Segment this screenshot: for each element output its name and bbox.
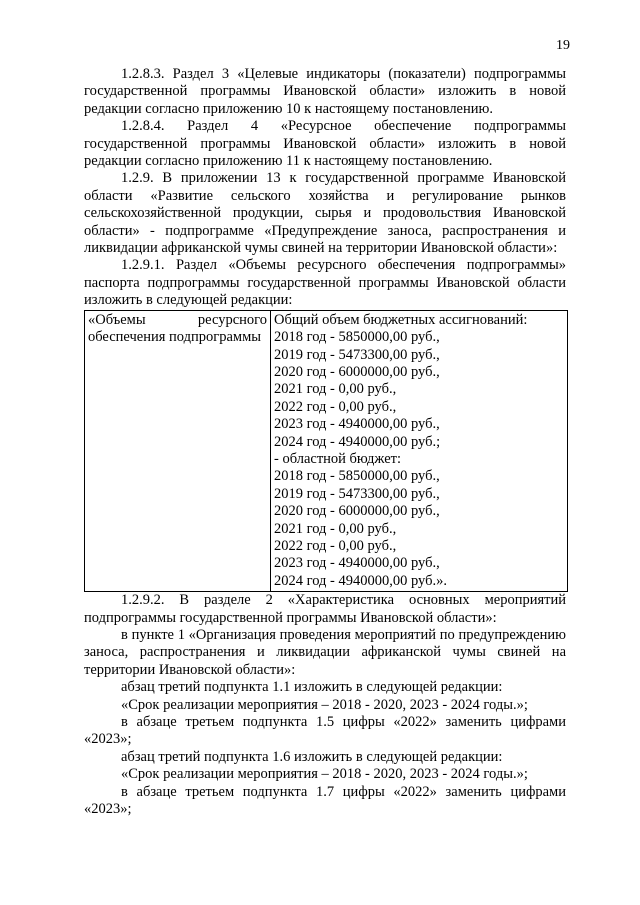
table-line: 2023 год - 4940000,00 руб., (274, 555, 440, 572)
paragraph-1-2-9-1: 1.2.9.1. Раздел «Объемы ресурсного обеспечения подпрограммы» паспорта подпрограммы государственной программы Ивановской области изложить в следующей редакции: (84, 257, 566, 309)
table-line: 2022 год - 0,00 руб., (274, 537, 397, 554)
table-line: 2020 год - 6000000,00 руб., (274, 363, 440, 380)
document-body (84, 66, 566, 818)
table-line: - областной бюджет: (274, 450, 402, 467)
table-line: 2021 год - 0,00 руб., (274, 381, 397, 398)
table-line: 2023 год - 4940000,00 руб., (274, 416, 440, 433)
table-cell-values (271, 310, 568, 592)
table-line: 2019 год - 5473300,00 руб., (274, 346, 440, 363)
paragraph-sub-1-1: абзац третий подпункта 1.1 изложить в следующей редакции: (121, 679, 503, 696)
table-line: 2024 год - 4940000,00 руб.; (274, 433, 441, 450)
table-line: 2020 год - 6000000,00 руб., (274, 503, 440, 520)
table-line: 2021 год - 0,00 руб., (274, 520, 397, 537)
table-line: 2019 год - 5473300,00 руб., (274, 485, 440, 502)
table-line: 2018 год - 5850000,00 руб., (274, 468, 440, 485)
paragraph-quote-1-1: «Срок реализации мероприятия – 2018 - 2020, 2023 - 2024 годы.»; (121, 696, 528, 713)
table-line: Общий объем бюджетных ассигнований: (274, 311, 528, 328)
table-line: 2024 год - 4940000,00 руб.». (274, 572, 447, 589)
paragraph-sub-1-6: абзац третий подпункта 1.6 изложить в следующей редакции: (121, 748, 503, 765)
paragraph-1-2-9-2: 1.2.9.2. В разделе 2 «Характеристика основных мероприятий подпрограммы государственной программы Ивановской области»: (84, 592, 566, 626)
paragraph-1-2-8-3: 1.2.8.3. Раздел 3 «Целевые индикаторы (показатели) подпрограммы государственной программы Ивановской области» изложить в новой редакции согласно приложению 10 к настоящему постановлению. (84, 66, 566, 117)
paragraph-item-1: в пункте 1 «Организация проведения мероприятий по предупреждению заноса, распространения и ликвидации африканской чумы свиней на территории Ивановской области»: (84, 627, 566, 678)
table-line: 2018 год - 5850000,00 руб., (274, 329, 440, 346)
paragraph-1-2-8-4: 1.2.8.4. Раздел 4 «Ресурсное обеспечение подпрограммы государственной программы Ивановской области» изложить в новой редакции согласно приложению 11 к настоящему постановлению. (84, 118, 566, 170)
page-number: 19 (556, 38, 570, 53)
resource-table (84, 310, 568, 593)
table-line: 2022 год - 0,00 руб., (274, 398, 397, 415)
paragraph-sub-1-5: в абзаце третьем подпункта 1.5 цифры «2022» заменить цифрами «2023»; (84, 714, 566, 748)
table-row (85, 310, 568, 592)
table-cell-label: «Объемы ресурсного обеспечения подпрограммы (85, 310, 271, 592)
paragraph-1-2-9: 1.2.9. В приложении 13 к государственной программе Ивановской области «Развитие сельского хозяйства и регулирование рынков сельскохозяйственной продукции, сырья и продовольствия Ивановской области» - подпрограмме «Предупреждение заноса, распространения и ликвидации африканской чумы свиней на территории Ивановской области»: (84, 170, 566, 257)
paragraph-sub-1-7: в абзаце третьем подпункта 1.7 цифры «2022» заменить цифрами «2023»; (84, 783, 566, 818)
paragraph-quote-1-6: «Срок реализации мероприятия – 2018 - 2020, 2023 - 2024 годы.»; (121, 766, 528, 783)
